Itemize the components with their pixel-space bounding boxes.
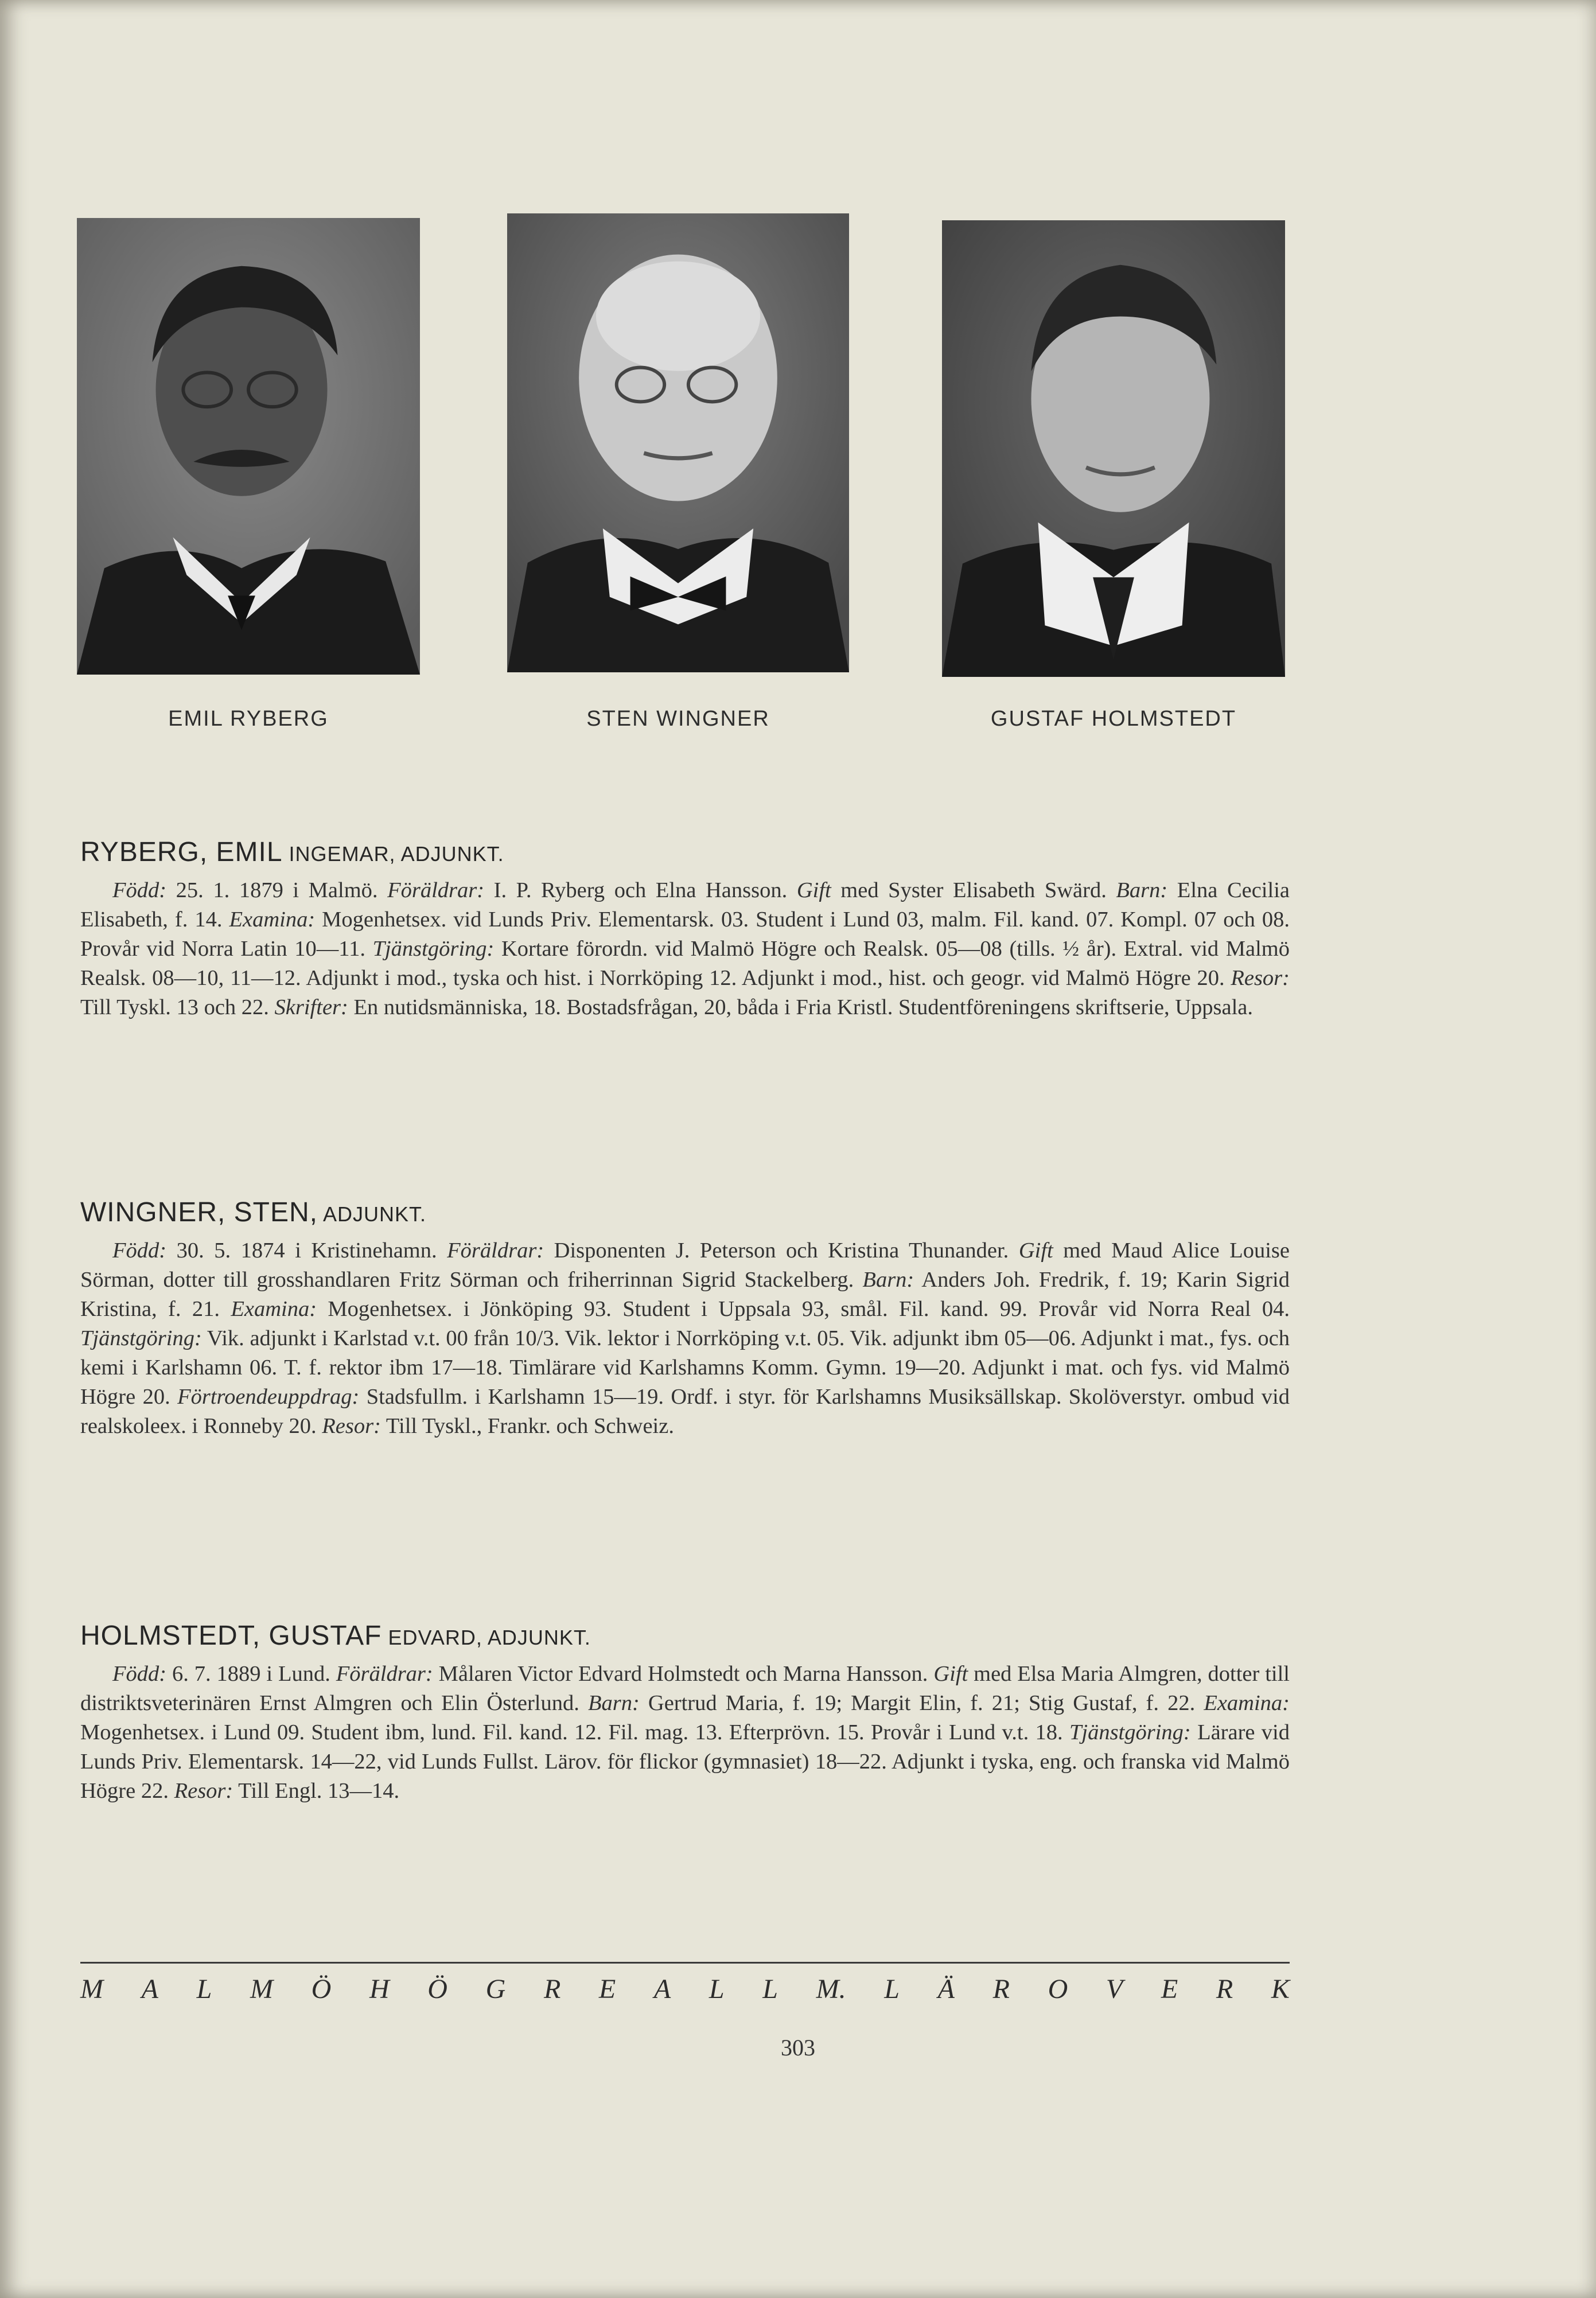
page-number: 303 [781, 2035, 815, 2061]
entry-holmstedt [80, 1620, 1290, 1806]
footer-letter: M [250, 1974, 273, 2004]
field-text: Mogenhetsex. vid Lunds Priv. Elementarsk. 03. Student i Lund 03, malm. Fil. kand. 07. Kompl. 07 och 08. Provår vid Norra Latin 10—11. [80, 907, 1290, 961]
photo-caption-wingner: STEN WINGNER [586, 707, 770, 731]
entry-wingner [80, 1197, 1290, 1441]
entry-heading [80, 1197, 1290, 1228]
entry-name: RYBERG, EMIL [80, 837, 283, 867]
field-text: Disponenten J. Peterson och Kristina Thunander. [544, 1238, 1019, 1263]
field-label: Föräldrar: [336, 1662, 433, 1686]
running-footer [80, 1973, 1290, 2005]
portrait-photo-wingner [507, 213, 849, 672]
field-text: 6. 7. 1889 i Lund. [166, 1662, 336, 1686]
photo-caption-holmstedt: GUSTAF HOLMSTEDT [990, 707, 1237, 731]
footer-letter: A [141, 1974, 158, 2004]
entry-title: ADJUNKT. [318, 1202, 427, 1226]
field-label: Gift [1018, 1238, 1053, 1263]
field-label: Barn: [1116, 878, 1168, 902]
field-label: Tjänstgöring: [80, 1326, 202, 1350]
field-text: med Elsa Maria Almgren, dotter till distriktsveterinären Ernst Almgren och Elin Österlund. [80, 1662, 1290, 1715]
footer-letter: L [762, 1974, 778, 2004]
footer-letter: O [1048, 1974, 1068, 2004]
field-text: I. P. Ryberg och Elna Hansson. [484, 878, 797, 902]
field-text: 30. 5. 1874 i Kristinehamn. [166, 1238, 447, 1263]
field-label: Barn: [587, 1691, 640, 1715]
portrait-photo-ryberg [77, 218, 420, 675]
photo-caption-ryberg: EMIL RYBERG [168, 707, 329, 731]
entry-body [80, 1236, 1290, 1441]
field-label: Tjänstgöring: [1069, 1720, 1191, 1744]
field-label: Föräldrar: [447, 1238, 544, 1263]
field-text: Till Tyskl., Frankr. och Schweiz. [380, 1414, 674, 1438]
field-text: Gertrud Maria, f. 19; Margit Elin, f. 21; Stig Gustaf, f. 22. [639, 1691, 1204, 1715]
field-text: Anders Joh. Fredrik, f. 19; Karin Sigrid Kristina, f. 21. [80, 1268, 1290, 1321]
footer-letter: R [992, 1974, 1010, 2004]
entry-name: HOLMSTEDT, GUSTAF [80, 1621, 382, 1651]
field-text: Lärare vid Lunds Priv. Elementarsk. 14—22, vid Lunds Fullst. Lärov. för flickor (gymnasiet) 18—22. Adjunkt i tyska, eng. och franska vid Malmö Högre 22. [80, 1720, 1290, 1803]
footer-letter: K [1271, 1974, 1290, 2004]
footer-letter: M. [816, 1974, 846, 2004]
field-label: Barn: [862, 1268, 914, 1292]
field-label: Född: [112, 1238, 167, 1263]
entry-body [80, 876, 1290, 1022]
field-text: Vik. adjunkt i Karlstad v.t. 00 från 10/3. Vik. lektor i Norrköping v.t. 05. Vik. adjunkt ibm 05—06. Adjunkt i mat., fys. och kemi i Karlshamn 06. T. f. rektor ibm 17—18. Timlärare vid Karlshamns Komm. Gymn. 19—20. Adjunkt i mat. och fys. vid Malmö Högre 20. [80, 1326, 1290, 1409]
field-label: Född: [112, 878, 167, 902]
entry-heading [80, 836, 1290, 868]
field-text: En nutidsmänniska, 18. Bostadsfrågan, 20, båda i Fria Kristl. Studentföreningens skriftserie, Uppsala. [348, 995, 1253, 1019]
field-text: Mogenhetsex. i Lund 09. Student ibm, lund. Fil. kand. 12. Fil. mag. 13. Efterprövn. 15. Provår i Lund v.t. 18. [80, 1720, 1069, 1744]
field-label: Skrifter: [274, 995, 348, 1019]
portrait-photo-holmstedt [942, 220, 1285, 677]
footer-letter: A [653, 1974, 671, 2004]
entry-title: EDVARD, ADJUNKT. [382, 1626, 591, 1649]
entry-heading [80, 1620, 1290, 1652]
entry-body [80, 1660, 1290, 1806]
field-label: Resor: [174, 1779, 233, 1803]
footer-rule [80, 1962, 1290, 1964]
field-label: Föräldrar: [387, 878, 485, 902]
footer-letter: E [598, 1974, 616, 2004]
field-label: Examina: [1204, 1691, 1290, 1715]
field-label: Förtroendeuppdrag: [177, 1385, 360, 1409]
footer-letter: H [369, 1974, 390, 2004]
footer-letter: V [1105, 1974, 1123, 2004]
field-label: Resor: [322, 1414, 381, 1438]
field-text: med Maud Alice Louise Sörman, dotter till grosshandlaren Fritz Sörman och friherrinnan Sigrid Stackelberg. [80, 1238, 1290, 1292]
field-text: Kortare förordn. vid Malmö Högre och Realsk. 05—08 (tills. ½ år). Extral. vid Malmö Realsk. 08—10, 11—12. Adjunkt i mod., tyska och hist. i Norrköping 12. Adjunkt i mod., hist. och geogr. vid Malmö Högre 20. [80, 937, 1290, 990]
field-label: Resor: [1231, 966, 1290, 990]
field-label: Examina: [229, 907, 316, 932]
footer-letter: Ö [311, 1974, 332, 2004]
footer-letter: M [80, 1974, 103, 2004]
footer-letter: R [1216, 1974, 1233, 2004]
footer-letter: L [884, 1974, 900, 2004]
footer-letter: E [1161, 1974, 1178, 2004]
field-text: Till Tyskl. 13 och 22. [80, 995, 275, 1019]
footer-letter: L [196, 1974, 212, 2004]
entry-title: INGEMAR, ADJUNKT. [282, 842, 504, 866]
field-text: 25. 1. 1879 i Malmö. [166, 878, 388, 902]
footer-letter: L [709, 1974, 725, 2004]
footer-letter: G [485, 1974, 506, 2004]
field-text: med Syster Elisabeth Swärd. [831, 878, 1116, 902]
field-label: Gift [796, 878, 831, 902]
field-label: Tjänstgöring: [372, 937, 495, 961]
entry-ryberg [80, 836, 1290, 1022]
field-label: Gift [933, 1662, 968, 1686]
entry-name: WINGNER, STEN, [80, 1197, 318, 1228]
field-text: Stadsfullm. i Karlshamn 15—19. Ordf. i styr. för Karlshamns Musiksällskap. Skolöverstyr. ombud vid realskoleex. i Ronneby 20. [80, 1385, 1290, 1438]
field-text: Elna Cecilia Elisabeth, f. 14. [80, 878, 1290, 932]
field-text: Mogenhetsex. i Jönköping 93. Student i Uppsala 93, smål. Fil. kand. 99. Provår vid Norra Real 04. [317, 1297, 1290, 1321]
footer-letter: Ö [427, 1974, 447, 2004]
field-label: Född: [112, 1662, 167, 1686]
footer-letter: R [543, 1974, 561, 2004]
field-text: Till Engl. 13—14. [233, 1779, 400, 1803]
field-text: Målaren Victor Edvard Holmstedt och Marna Hansson. [433, 1662, 934, 1686]
field-label: Examina: [231, 1297, 317, 1321]
footer-letter: Ä [937, 1974, 955, 2004]
